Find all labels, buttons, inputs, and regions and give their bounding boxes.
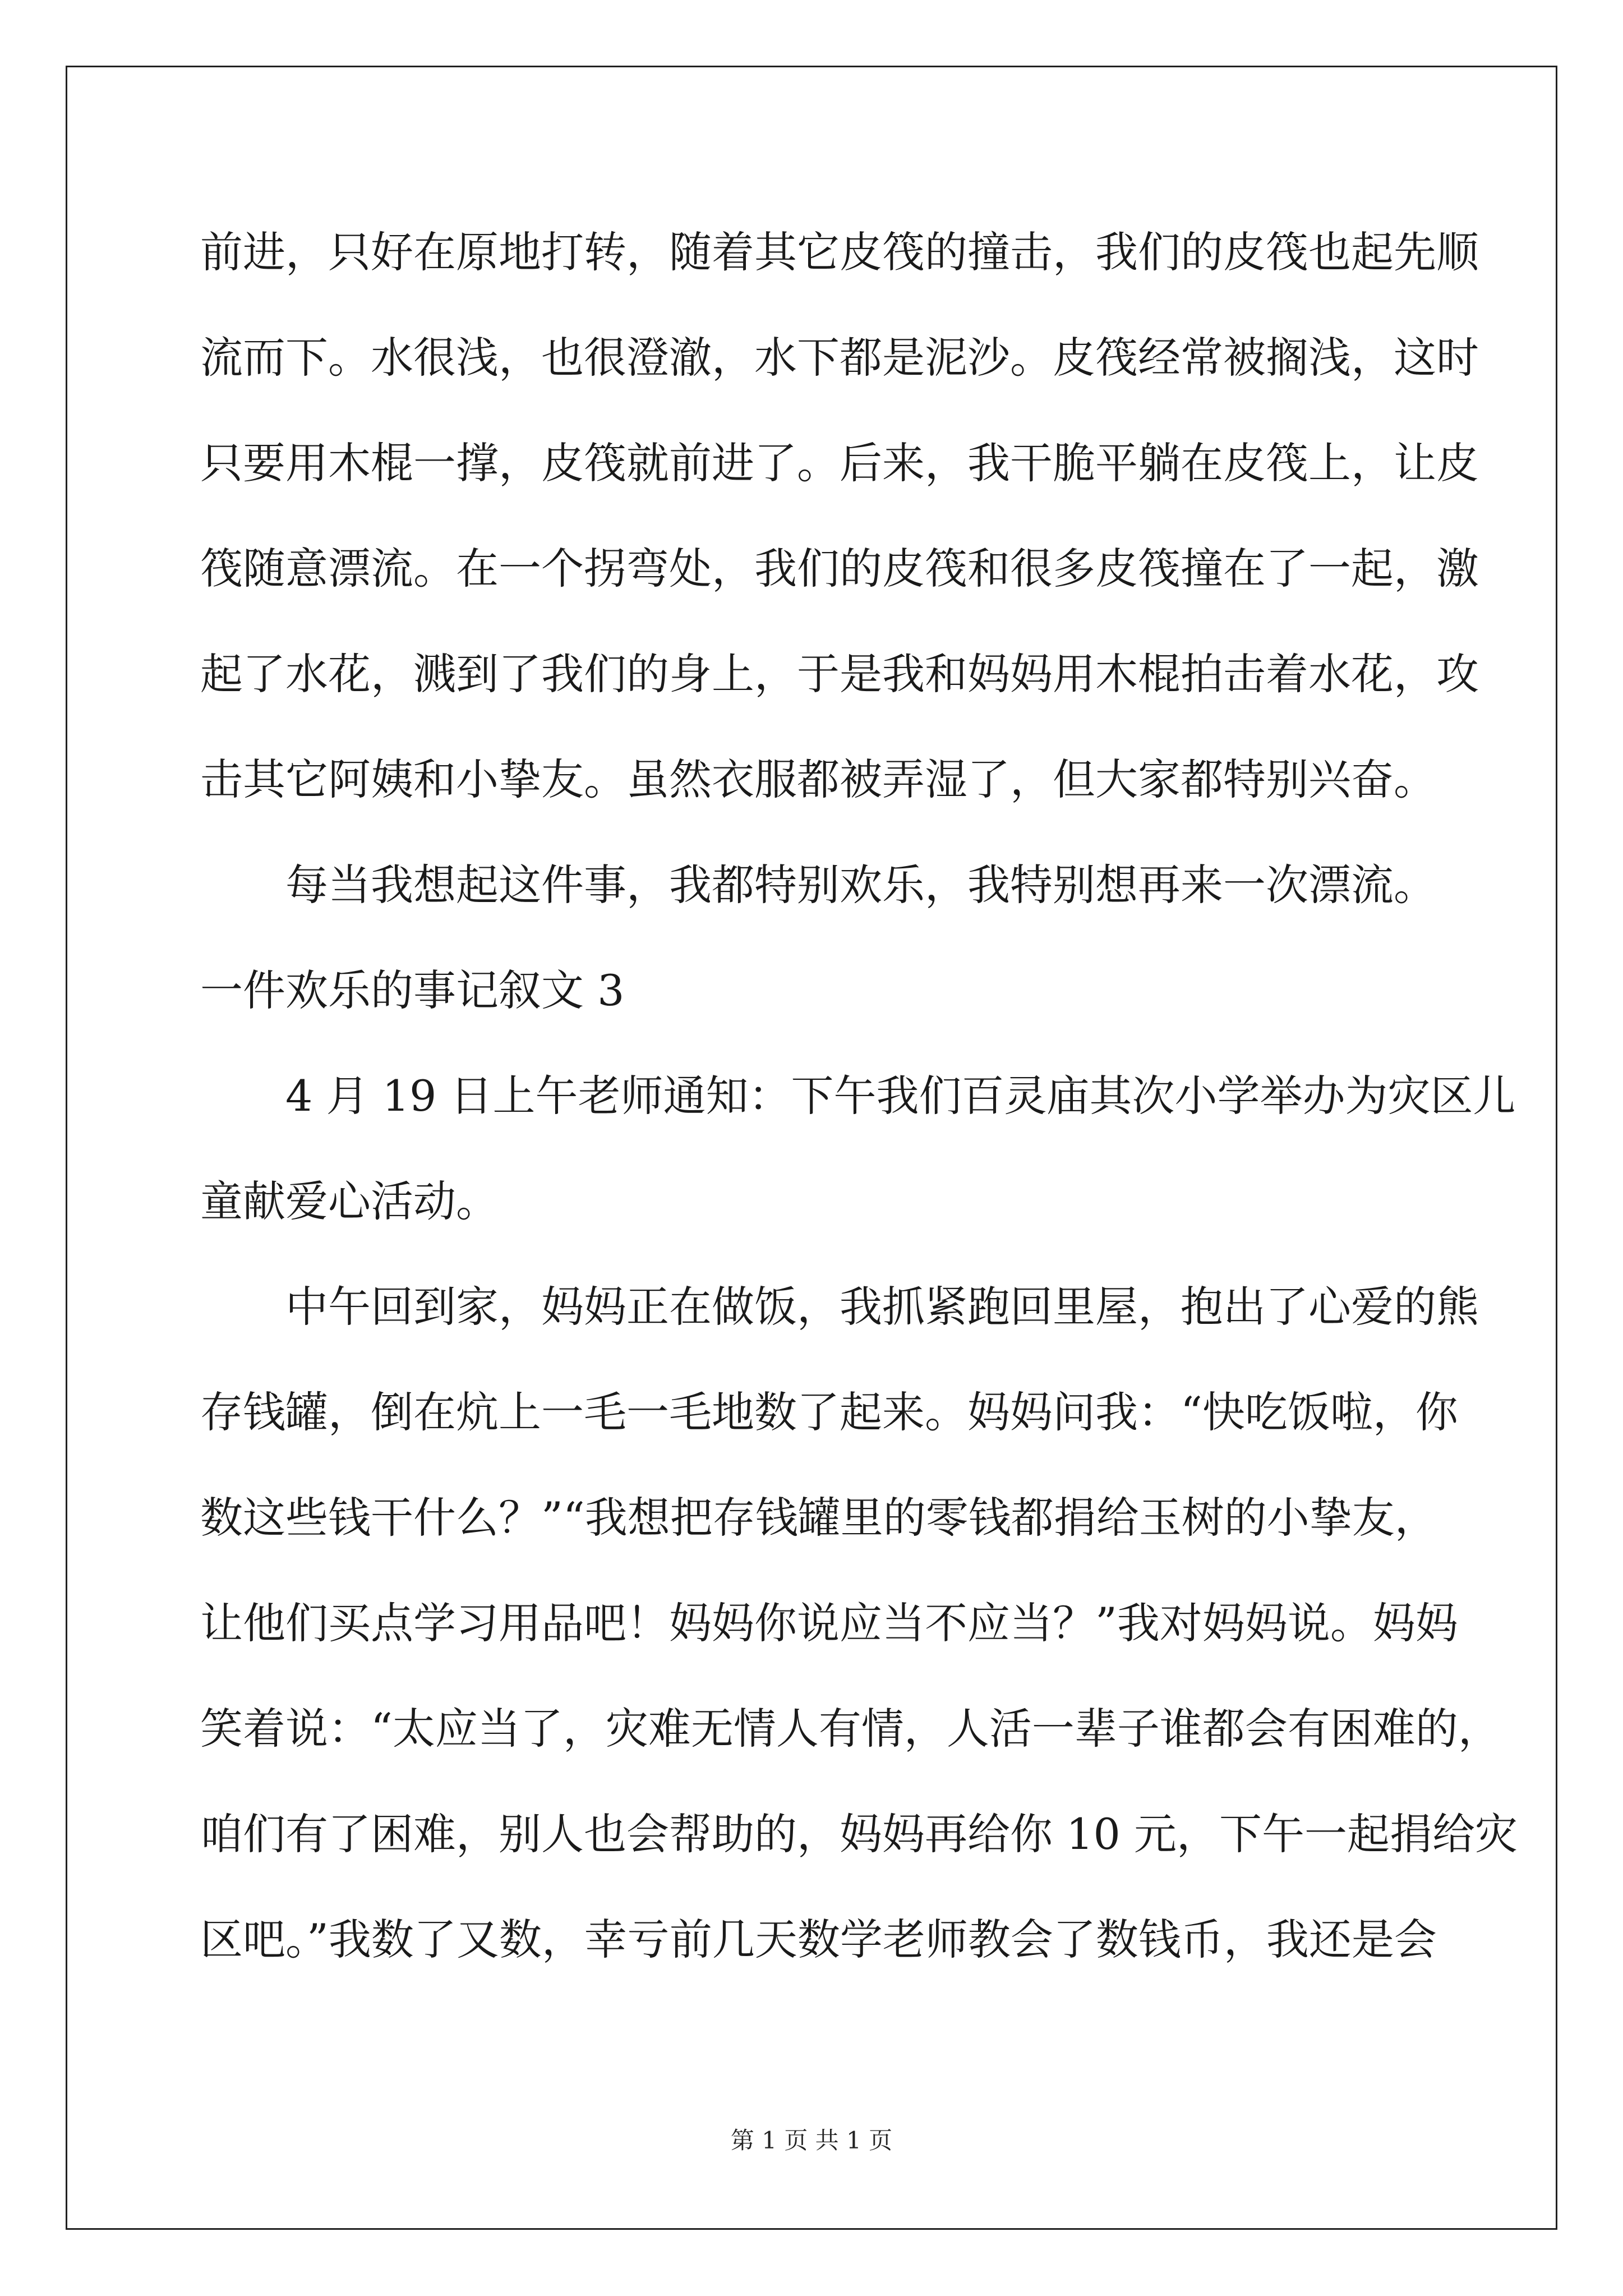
text-line: 数这些钱干什么？”“我想把存钱罐里的零钱都捐给玉树的小挚友， [200, 1493, 1437, 1543]
page-footer: 第 1 页 共 1 页 [730, 2127, 893, 2154]
paragraph-line: 4 月 19 日上午老师通知：下午我们百灵庙其次小学举办为灾区儿 [285, 1071, 1516, 1121]
text-line: 笑着说：“太应当了，灾难无情人有情，人活一辈子谁都会有困难的， [200, 1704, 1501, 1754]
paragraph-line: 每当我想起这件事，我都特别欢乐，我特别想再来一次漂流。 [285, 860, 1436, 910]
text-line: 存钱罐，倒在炕上一毛一毛地数了起来。妈妈问我：“快吃饭啦，你 [200, 1387, 1458, 1437]
text-line: 咱们有了困难，别人也会帮助的，妈妈再给你 10 元，下午一起捐给灾 [200, 1809, 1518, 1859]
document-body [200, 218, 1518, 2010]
text-line: 筏随意漂流。在一个拐弯处，我们的皮筏和很多皮筏撞在了一起，激 [200, 544, 1479, 593]
text-line: 起了水花，溅到了我们的身上，于是我和妈妈用木棍拍击着水花，攻 [200, 649, 1479, 699]
text-line: 击其它阿姨和小挚友。虽然衣服都被弄湿了，但大家都特别兴奋。 [200, 754, 1436, 804]
text-line: 只要用木棍一撑，皮筏就前进了。后来，我干脆平躺在皮筏上，让皮 [200, 438, 1479, 488]
text-line: 区吧。”我数了又数，幸亏前几天数学老师教会了数钱币，我还是会 [200, 1915, 1437, 1964]
section-heading: 一件欢乐的事记叙文 3 [200, 965, 625, 1015]
text-line: 让他们买点学习用品吧！妈妈你说应当不应当？”我对妈妈说。妈妈 [200, 1598, 1458, 1648]
text-line: 流而下。水很浅，也很澄澈，水下都是泥沙。皮筏经常被搁浅，这时 [200, 333, 1479, 383]
text-line: 童献爱心活动。 [200, 1176, 499, 1226]
text-line: 前进，只好在原地打转，随着其它皮筏的撞击，我们的皮筏也起先顺 [200, 227, 1479, 277]
paragraph-line: 中午回到家，妈妈正在做饭，我抓紧跑回里屋，抱出了心爱的熊 [285, 1282, 1479, 1332]
